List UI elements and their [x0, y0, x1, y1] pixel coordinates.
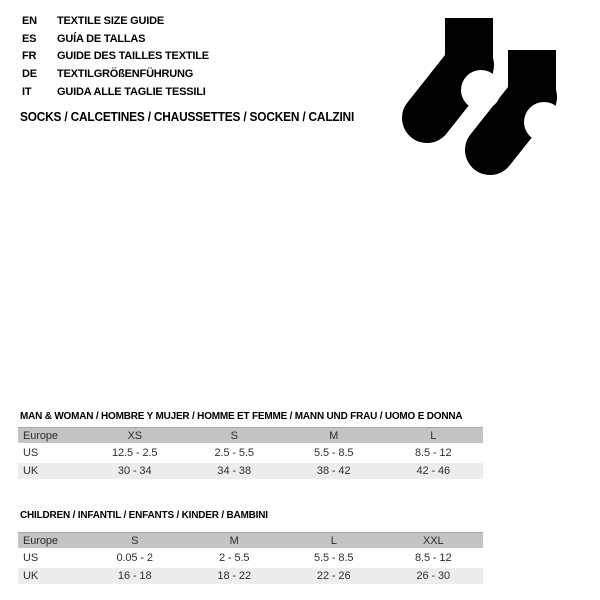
size-cell: 42 - 46	[383, 462, 483, 479]
column-header-l: L	[330, 534, 337, 547]
size-cell: 2 - 5.5	[184, 549, 284, 567]
adult-size-table	[18, 410, 483, 479]
size-cell: 5.5 - 8.5	[284, 444, 384, 462]
region-label: UK	[18, 462, 85, 479]
language-code: ES	[22, 32, 37, 45]
column-header-s: S	[131, 534, 139, 547]
column-header-m: M	[229, 534, 239, 547]
language-label: TEXTILGRÖßENFÜHRUNG	[57, 68, 194, 81]
column-header-europe: Europe	[23, 534, 58, 547]
region-label: US	[18, 549, 85, 567]
size-cell: 18 - 22	[184, 567, 284, 584]
size-cell: 0.05 - 2	[85, 549, 185, 567]
size-cell: 8.5 - 12	[383, 549, 483, 567]
table-header-row	[18, 428, 483, 445]
table-row-uk	[18, 567, 483, 584]
region-label: UK	[18, 567, 85, 584]
size-cell: 38 - 42	[284, 462, 384, 479]
column-header-xs: XS	[127, 429, 142, 442]
size-cell: 8.5 - 12	[383, 444, 483, 462]
column-header-s: S	[230, 429, 238, 442]
size-cell: 12.5 - 2.5	[85, 444, 185, 462]
size-cell: 16 - 18	[85, 567, 185, 584]
size-cell: 34 - 38	[184, 462, 284, 479]
language-row-es	[22, 31, 209, 49]
children-size-table	[18, 509, 483, 584]
size-cell: 22 - 26	[284, 567, 384, 584]
sock-front	[427, 18, 501, 118]
language-label: GUIDE DES TAILLES TEXTILE	[57, 50, 209, 63]
language-row-it	[22, 84, 209, 102]
language-code: DE	[22, 68, 37, 81]
table-title: CHILDREN / INFANTIL / ENFANTS / KINDER / BAMBINI	[20, 509, 268, 521]
column-header-europe: Europe	[23, 429, 58, 442]
table-row-uk	[18, 462, 483, 479]
language-list	[22, 13, 209, 102]
category-title: SOCKS / CALCETINES / CHAUSSETTES / SOCKEN / CALZINI	[20, 110, 355, 124]
size-cell: 30 - 34	[85, 462, 185, 479]
socks-icon	[395, 10, 565, 180]
table-row-us	[18, 549, 483, 567]
language-code: EN	[22, 15, 37, 27]
column-header-xxl: XXL	[422, 534, 444, 547]
language-code: FR	[22, 50, 37, 63]
language-label: GUIDA ALLE TAGLIE TESSILI	[57, 85, 206, 98]
language-code: IT	[22, 85, 32, 98]
table-row-us	[18, 444, 483, 462]
size-cell: 2.5 - 5.5	[184, 444, 284, 462]
size-cell: 26 - 30	[383, 567, 483, 584]
column-header-m: M	[329, 429, 339, 442]
sock-back	[490, 50, 564, 150]
size-cell: 5.5 - 8.5	[284, 549, 384, 567]
language-row-fr	[22, 48, 209, 66]
column-header-l: L	[430, 429, 437, 442]
table-header-row	[18, 533, 483, 550]
language-row-de	[22, 66, 209, 84]
language-label: TEXTILE SIZE GUIDE	[57, 15, 165, 27]
region-label: US	[18, 444, 85, 462]
language-row-en	[22, 13, 209, 31]
language-label: GUÍA DE TALLAS	[57, 32, 146, 45]
table-title: MAN & WOMAN / HOMBRE Y MUJER / HOMME ET FEMME / MANN UND FRAU / UOMO E DONNA	[20, 410, 463, 422]
